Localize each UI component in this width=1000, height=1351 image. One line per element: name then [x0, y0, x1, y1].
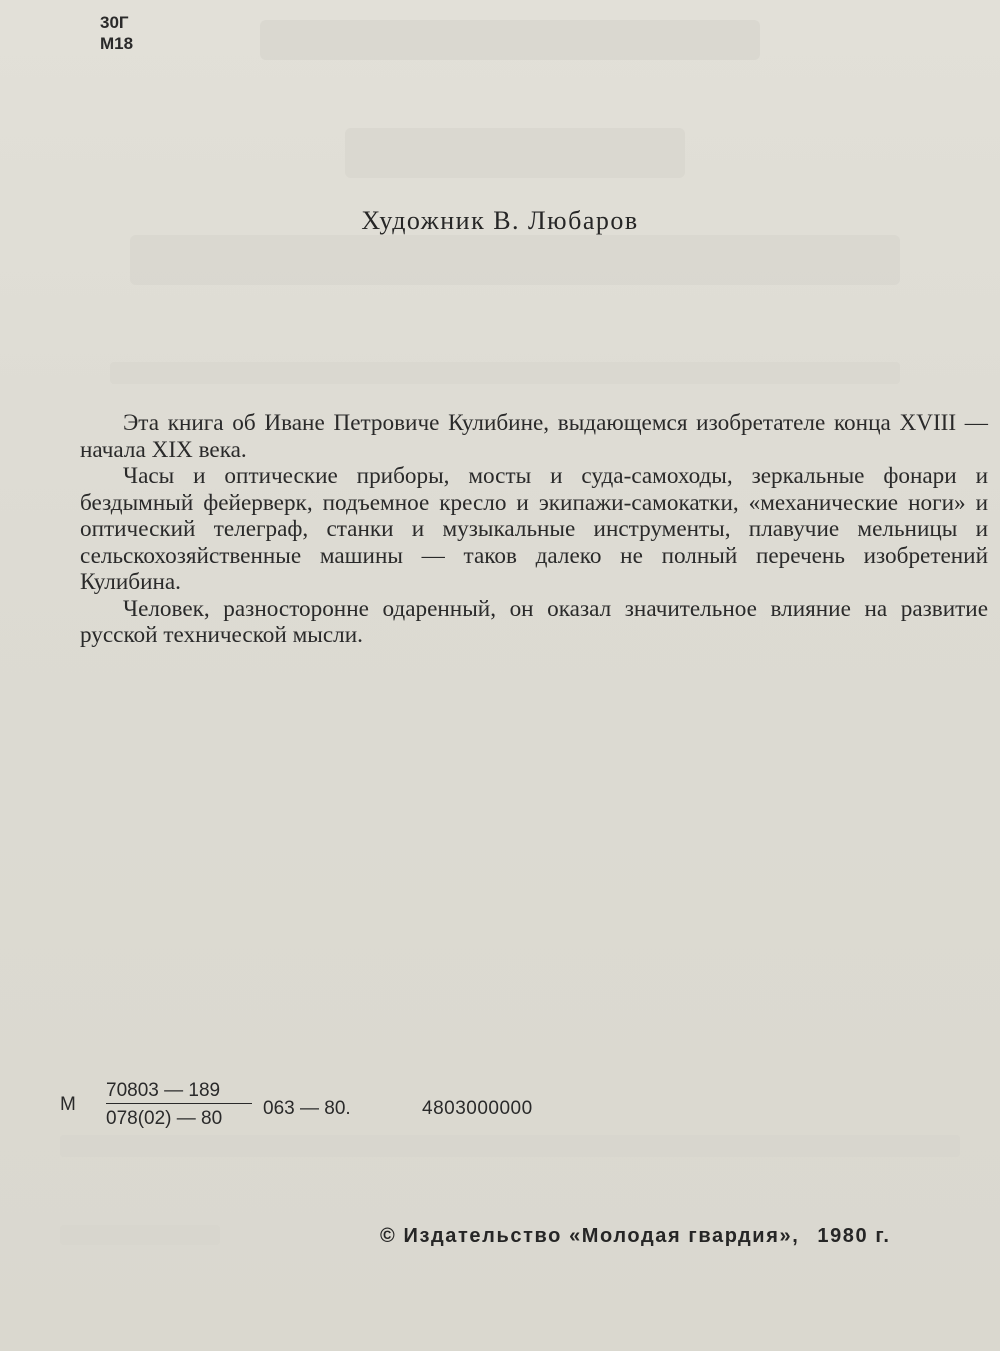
bleed-through-shadow: [130, 235, 900, 285]
imprint-numerator: 70803 — 189: [106, 1080, 252, 1104]
imprint-number: 4803000000: [422, 1098, 533, 1119]
bleed-through-shadow: [260, 20, 760, 60]
imprint-letter: М: [60, 1094, 76, 1115]
annotation-paragraph: Эта книга об Иване Петровиче Кулибине, выдающемся изобретателе конца XVIII — начала XIX века.: [80, 410, 988, 463]
annotation-text: [80, 410, 988, 649]
catalog-imprint: [58, 1080, 658, 1140]
classification-code-line: М18: [100, 34, 134, 53]
bleed-through-shadow: [60, 1225, 220, 1245]
bleed-through-shadow: [110, 362, 900, 384]
imprint-code: 063 — 80.: [263, 1098, 351, 1119]
artist-credit: Художник В. Любаров: [361, 206, 639, 235]
bleed-through-shadow: [345, 128, 685, 178]
annotation-paragraph: Часы и оптические приборы, мосты и суда-самоходы, зеркальные фонари и бездымный фейерверк, подъемное кресло и экипажи-самокатки, «механические ноги» и оптический телеграф, станки и музыкальные инструменты, плавучие мельницы и сельскохозяйственные машины — таков далеко не полный перечень изобретений Кулибина.: [80, 463, 988, 595]
classification-codes: [100, 12, 133, 54]
copyright-year: 1980 г.: [817, 1225, 891, 1247]
imprint-denominator: 078(02) — 80: [106, 1108, 223, 1129]
classification-code-line: 30Г: [100, 13, 129, 32]
copyright-text: © Издательство «Молодая гвардия»,: [380, 1225, 800, 1247]
copyright-line: [380, 1225, 891, 1248]
annotation-paragraph: Человек, разносторонне одаренный, он оказал значительное влияние на развитие русской технической мысли.: [80, 595, 988, 648]
